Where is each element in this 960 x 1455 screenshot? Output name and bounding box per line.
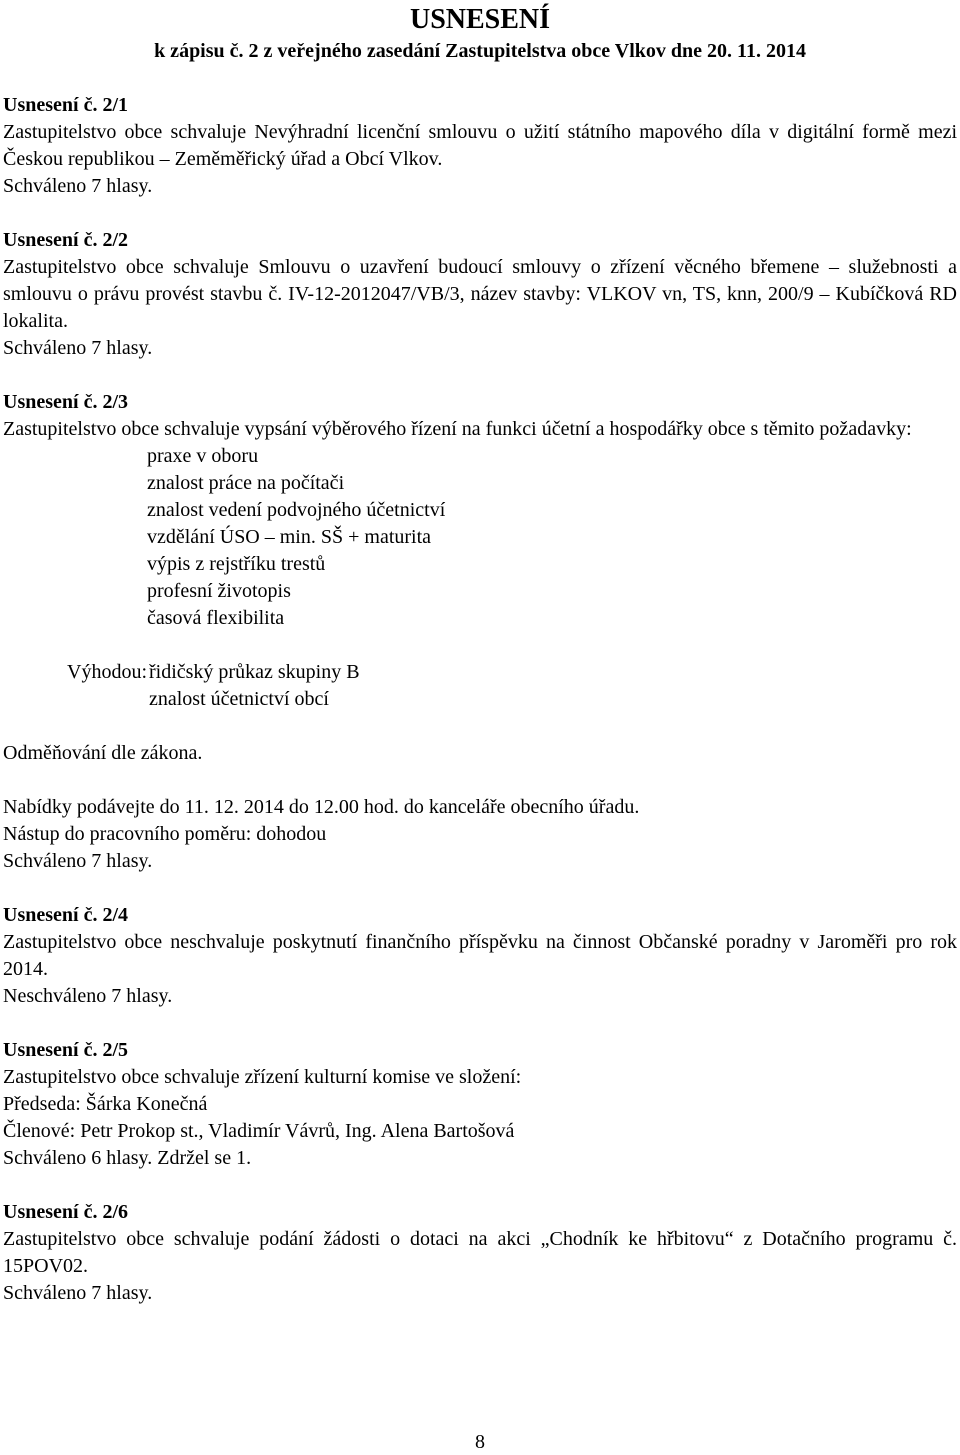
spacer: [3, 362, 957, 389]
resolution-heading: Usnesení č. 2/5: [3, 1039, 128, 1061]
spacer: [3, 200, 957, 227]
spacer: [3, 65, 957, 92]
remuneration-text: Odměňování dle zákona.: [3, 742, 203, 764]
resolution-text: Zastupitelstvo obce schvaluje Nevýhradní licenční smlouvu o užití státního mapového díla v digitální formě mezi Českou republikou – Zeměměřický úřad a Obcí Vlkov.: [3, 121, 957, 170]
resolution-heading: Usnesení č. 2/6: [3, 1201, 128, 1223]
requirement-item: profesní životopis: [147, 580, 291, 602]
resolution-2-1: [3, 92, 957, 200]
resolution-text: Zastupitelstvo obce schvaluje podání žádosti o dotaci na akci „Chodník ke hřbitovu“ z Dotačního programu č. 15POV02.: [3, 1228, 957, 1277]
resolution-vote: Schváleno 7 hlasy.: [3, 337, 153, 359]
resolution-text: Zastupitelstvo obce neschvaluje poskytnutí finančního příspěvku na činnost Občanské poradny v Jaroměři pro rok 2014.: [3, 931, 957, 980]
document-title: USNESENÍ: [409, 4, 551, 35]
resolution-2-4: [3, 902, 957, 1010]
requirement-item: znalost práce na počítači: [147, 472, 345, 494]
requirement-item: praxe v oboru: [147, 445, 259, 467]
advantages-label: Výhodou:: [67, 661, 147, 683]
requirement-item: znalost vedení podvojného účetnictví: [147, 499, 446, 521]
resolution-vote: Schváleno 7 hlasy.: [3, 850, 153, 872]
spacer: [3, 767, 957, 794]
requirement-item: časová flexibilita: [147, 607, 285, 629]
resolution-vote: Schváleno 7 hlasy.: [3, 1282, 153, 1304]
requirements-list: [3, 443, 957, 632]
resolution-2-5: [3, 1037, 957, 1172]
document-subtitle: k zápisu č. 2 z veřejného zasedání Zastupitelstva obce Vlkov dne 20. 11. 2014: [154, 40, 806, 62]
offers-text: Nabídky podávejte do 11. 12. 2014 do 12.00 hod. do kanceláře obecního úřadu.: [3, 796, 640, 818]
spacer: [3, 632, 957, 659]
spacer: [3, 1172, 957, 1199]
advantages-list: [147, 659, 360, 713]
commission-members: Členové: Petr Prokop st., Vladimír Vávrů, Ing. Alena Bartošová: [3, 1120, 515, 1142]
document-page: [3, 0, 957, 1307]
resolution-2-2: [3, 227, 957, 362]
page-number: 8: [475, 1431, 485, 1453]
resolution-text: Zastupitelstvo obce schvaluje zřízení kulturní komise ve složení:: [3, 1066, 522, 1088]
resolution-2-3: [3, 389, 957, 875]
start-text: Nástup do pracovního poměru: dohodou: [3, 823, 327, 845]
advantage-item: řidičský průkaz skupiny B: [149, 661, 360, 683]
resolution-heading: Usnesení č. 2/3: [3, 391, 128, 413]
resolution-heading: Usnesení č. 2/2: [3, 229, 128, 251]
resolution-text: Zastupitelstvo obce schvaluje vypsání výběrového řízení na funkci účetní a hospodářky obce s těmito požadavky:: [3, 418, 912, 440]
spacer: [3, 875, 957, 902]
resolution-vote: Schváleno 7 hlasy.: [3, 175, 153, 197]
resolution-vote: Neschváleno 7 hlasy.: [3, 985, 173, 1007]
resolution-2-6: [3, 1199, 957, 1307]
resolution-heading: Usnesení č. 2/1: [3, 94, 128, 116]
resolution-vote: Schváleno 6 hlasy. Zdržel se 1.: [3, 1147, 252, 1169]
resolution-heading: Usnesení č. 2/4: [3, 904, 128, 926]
requirement-item: výpis z rejstříku trestů: [147, 553, 326, 575]
advantage-item: znalost účetnictví obcí: [149, 688, 329, 710]
resolution-text: Zastupitelstvo obce schvaluje Smlouvu o uzavření budoucí smlouvy o zřízení věcného břemene – služebnosti a smlouvu o právu provést stavbu č. IV-12-2012047/VB/3, název stavby: VLKOV vn, TS, knn, 200/9 – Kubíčková RD lokalita.: [3, 256, 957, 332]
spacer: [3, 1010, 957, 1037]
commission-chair: Předseda: Šárka Konečná: [3, 1093, 208, 1115]
requirement-item: vzdělání ÚSO – min. SŠ + maturita: [147, 526, 432, 548]
advantages-block: [3, 659, 957, 713]
spacer: [3, 713, 957, 740]
